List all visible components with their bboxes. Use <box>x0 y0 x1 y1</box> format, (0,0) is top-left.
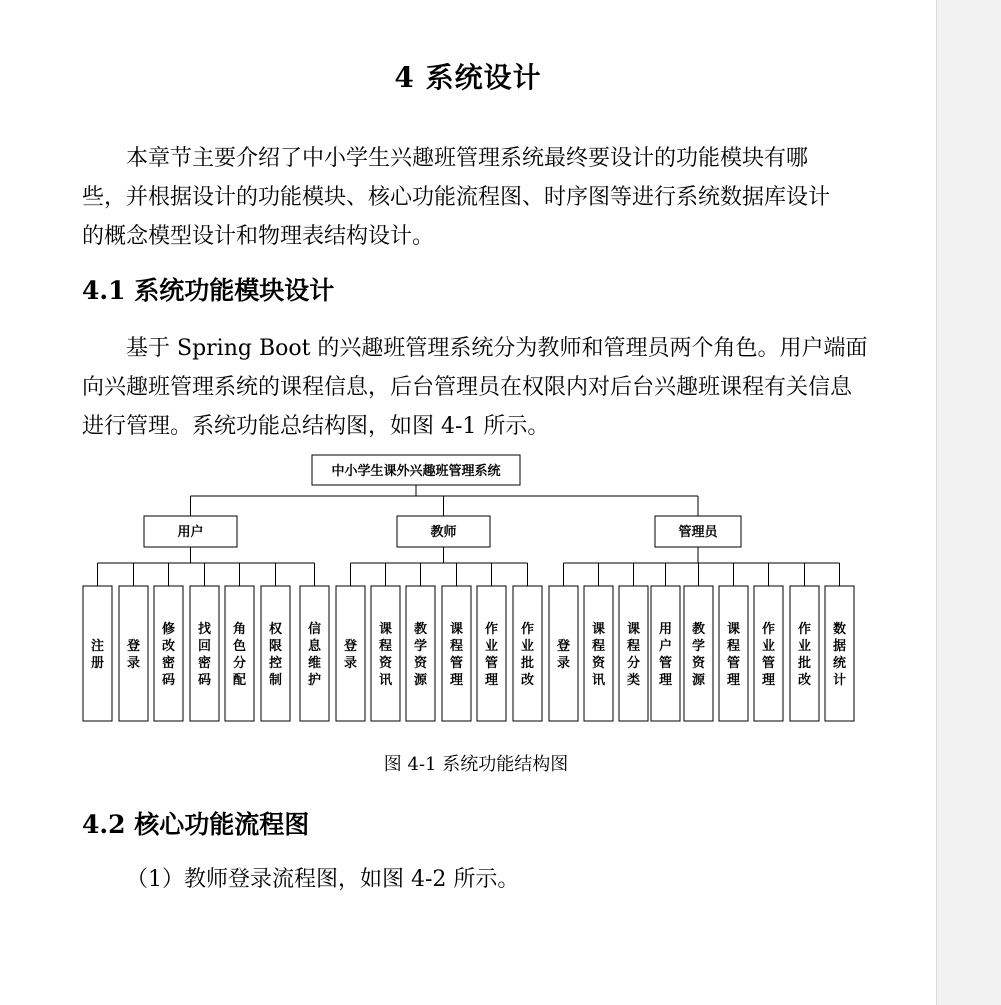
section1-paragraph <box>82 329 882 446</box>
leaf-node-label: 找回密码 <box>197 622 212 688</box>
leaf-node-label: 作业管理 <box>484 622 499 688</box>
leaf-node-label: 权限控制 <box>268 622 283 688</box>
figure-caption: 图 4-1 系统功能结构图 <box>383 754 569 775</box>
section1-line: 进行管理。系统功能总结构图，如图 4-1 所示。 <box>82 414 550 439</box>
intro-line: 的概念模型设计和物理表结构设计。 <box>82 224 435 249</box>
leaf-node-label: 课程资讯 <box>591 622 606 688</box>
chapter-title: 4 系统设计 <box>394 61 542 94</box>
group-node-label: 用户 <box>177 525 204 540</box>
leaf-node-label: 作业管理 <box>761 622 776 688</box>
intro-line: 些，并根据设计的功能模块、核心功能流程图、时序图等进行系统数据库设计 <box>82 185 831 210</box>
section-title-4-1: 4.1 系统功能模块设计 <box>82 276 335 305</box>
leaf-node-label: 登录 <box>126 639 141 671</box>
leaf-node-label: 信息维护 <box>307 622 322 688</box>
leaf-node-label: 教学资源 <box>413 622 428 688</box>
leaf-node-label: 课程分类 <box>626 622 641 688</box>
leaf-node-label: 教学资源 <box>691 622 706 688</box>
section1-line: 基于 Spring Boot 的兴趣班管理系统分为教师和管理员两个角色。用户端面 <box>126 336 868 361</box>
function-structure-diagram <box>0 450 936 740</box>
section1-line: 向兴趣班管理系统的课程信息，后台管理员在权限内对后台兴趣班课程有关信息 <box>82 375 853 400</box>
section2-paragraph <box>126 860 926 899</box>
leaf-node-label: 作业批改 <box>797 622 812 688</box>
group-node-label: 教师 <box>430 525 457 540</box>
leaf-node-label: 修改密码 <box>161 622 176 688</box>
leaf-node-label: 课程管理 <box>726 622 741 688</box>
leaf-node-label: 角色分配 <box>232 622 247 688</box>
leaf-node-label: 登录 <box>556 639 571 671</box>
leaf-node-label: 注册 <box>90 639 105 671</box>
leaf-node-label: 作业批改 <box>520 622 535 688</box>
root-node-label: 中小学生课外兴趣班管理系统 <box>331 464 501 479</box>
leaf-node-label: 课程资讯 <box>378 622 393 688</box>
section-title-4-2: 4.2 核心功能流程图 <box>82 810 310 839</box>
leaf-node-label: 用户管理 <box>658 622 673 688</box>
intro-line: 本章节主要介绍了中小学生兴趣班管理系统最终要设计的功能模块有哪 <box>126 146 809 171</box>
leaf-node-label: 课程管理 <box>449 622 464 688</box>
intro-paragraph <box>82 139 882 256</box>
leaf-node-label: 登录 <box>343 639 358 671</box>
section2-line: （1）教师登录流程图，如图 4-2 所示。 <box>126 867 520 892</box>
page-margin <box>936 0 1001 1005</box>
leaf-node-label: 数据统计 <box>832 622 847 688</box>
group-node-label: 管理员 <box>678 525 718 540</box>
